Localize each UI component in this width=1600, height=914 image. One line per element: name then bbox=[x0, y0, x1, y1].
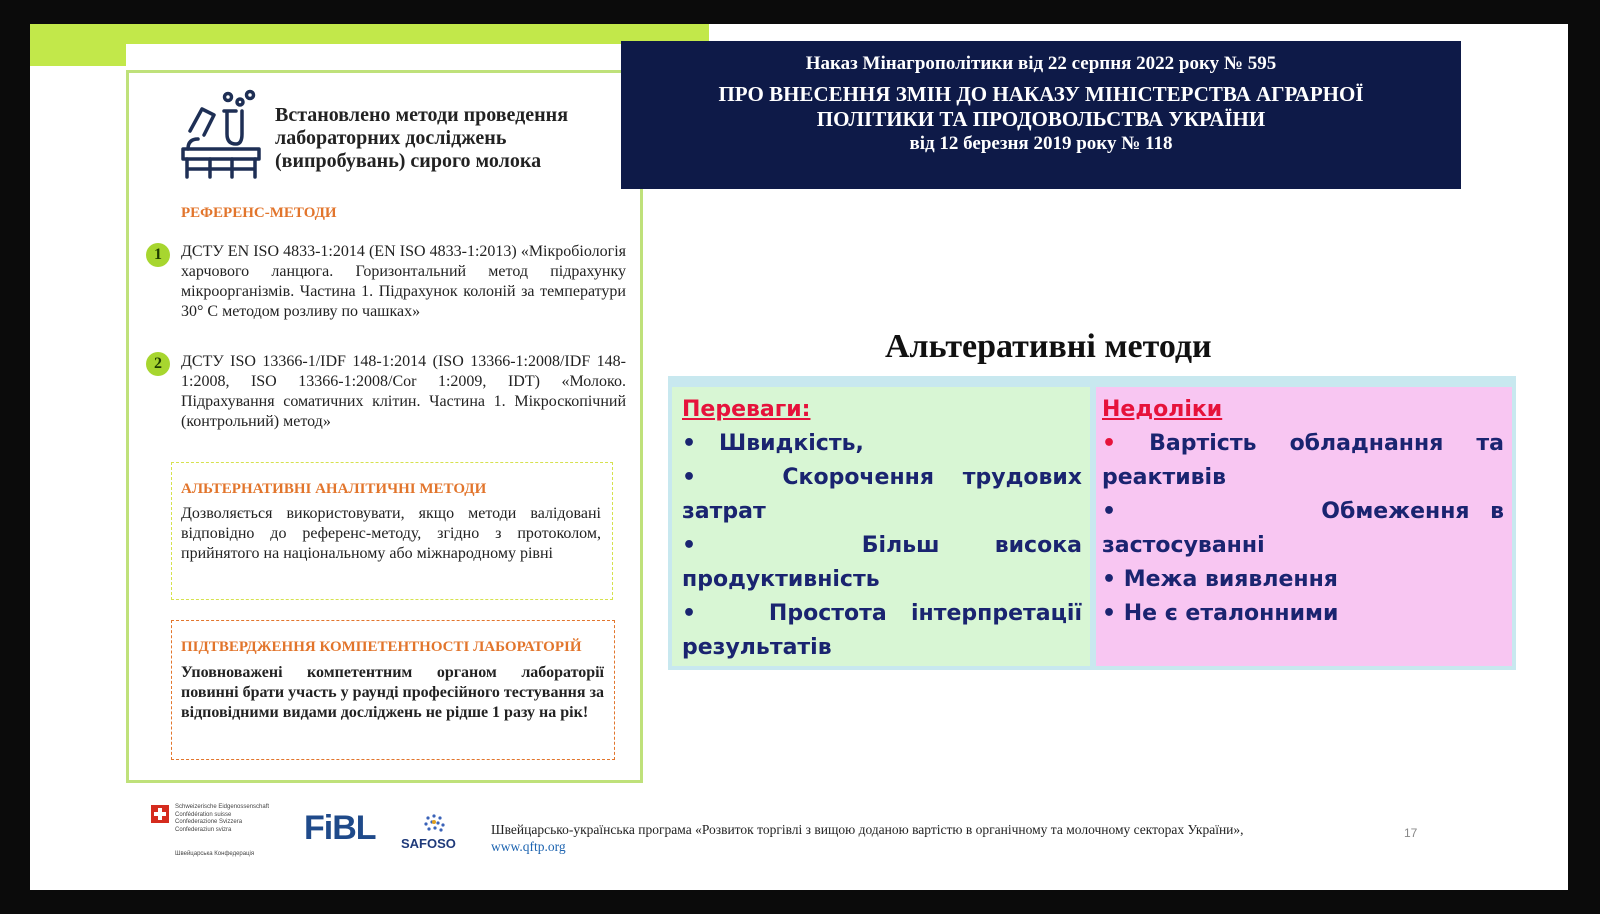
alternative-methods-text: Дозволяється використовувати, якщо методи валідовані відповідно до референс-методу, згідно з протоколом, прийнятого на національному або міжнародному рівні bbox=[181, 505, 601, 562]
item-number-badge: 1 bbox=[146, 243, 170, 267]
safoso-logo-icon bbox=[422, 813, 446, 833]
program-text: Швейцарсько-українська програма «Розвиток торгівлі з вищою доданою вартістю в органічному та молочному секторах України», bbox=[491, 822, 1244, 837]
list-item: • Простота інтерпретації результатів bbox=[682, 601, 1082, 660]
reference-method-2: ДСТУ ISO 13366-1/IDF 148-1:2014 (ISO 13366-1:2008/IDF 148-1:2008, ISO 13366-1:2008/Cor 1:2009, IDT) «Молоко. Підрахування соматичних клітин. Частина 1. Мікроскопічний (контрольний) метод» bbox=[181, 353, 626, 430]
list-item: • Швидкість, bbox=[682, 431, 864, 456]
page-number: 17 bbox=[1404, 826, 1418, 840]
order-date: від 12 березня 2019 року № 118 bbox=[909, 133, 1173, 154]
reference-method-1: ДСТУ EN ISO 4833-1:2014 (EN ISO 4833-1:2013) «Мікробіологія харчового ланцюга. Горизонтальний метод підрахунку мікроорганізмів. Частина 1. Підрахунок колоній за температури 30° С методом розливу по чашках» bbox=[181, 243, 626, 320]
fibl-logo: FiBL bbox=[304, 809, 376, 847]
list-item: • Вартість обладнання та реактивів bbox=[1102, 431, 1504, 490]
order-title-line-1: ПРО ВНЕСЕННЯ ЗМІН ДО НАКАЗУ МІНІСТЕРСТВА АГРАРНОЇ bbox=[718, 82, 1364, 106]
program-link[interactable]: www.qftp.org bbox=[491, 839, 566, 854]
alternative-methods-heading: Альтеративні методи bbox=[885, 328, 1212, 365]
alternative-methods-title: АЛЬТЕРНАТИВНІ АНАЛІТИЧНІ МЕТОДИ bbox=[181, 481, 487, 497]
list-item: • Обмеження в застосуванні bbox=[1102, 499, 1504, 558]
top-accent-bar bbox=[30, 24, 709, 44]
list-item: • Скорочення трудових затрат bbox=[682, 465, 1082, 524]
advantages-title: Переваги: bbox=[682, 397, 811, 422]
swiss-flag-icon bbox=[151, 805, 169, 823]
advantages-list bbox=[682, 427, 1082, 665]
order-title-line-2: ПОЛІТИКИ ТА ПРОДОВОЛЬСТВА УКРАЇНИ bbox=[816, 107, 1266, 131]
item-number-badge: 2 bbox=[146, 352, 170, 376]
laboratory-microscope-icon bbox=[180, 89, 262, 181]
reference-methods-title: РЕФЕРЕНС-МЕТОДИ bbox=[181, 205, 337, 221]
advantages-column bbox=[672, 387, 1090, 666]
top-accent-bar-left bbox=[30, 44, 126, 66]
lab-competence-text: Уповноважені компетентним органом лабораторії повинні брати участь у раунді професійного тестування за відповідними видами досліджень не рідше 1 разу на рік! bbox=[181, 664, 604, 721]
swiss-confederation-ua: Швейцарська Конфедерація bbox=[175, 851, 255, 857]
lab-methods-title: Встановлено методи проведення лабораторних досліджень (випробувань) сирого молока bbox=[275, 104, 569, 172]
lab-competence-title: ПІДТВЕРДЖЕННЯ КОМПЕТЕНТНОСТІ ЛАБОРАТОРІЙ bbox=[181, 639, 582, 655]
slide bbox=[30, 24, 1568, 890]
list-item: • Не є еталонними bbox=[1102, 601, 1339, 626]
order-reference: Наказ Мінагрополітики від 22 серпня 2022 року № 595 bbox=[805, 53, 1277, 74]
swiss-confederation-text: Schweizerische Eidgenossenschaft Confédération suisse Confederazione Svizzera Confederaziun svizra bbox=[175, 804, 270, 833]
disadvantages-title: Недоліки bbox=[1102, 397, 1223, 422]
order-header-box bbox=[621, 41, 1461, 189]
disadvantages-list bbox=[1102, 427, 1504, 631]
list-item: • Більш висока продуктивність bbox=[682, 533, 1082, 592]
list-item: • Межа виявлення bbox=[1102, 567, 1338, 592]
disadvantages-column bbox=[1096, 387, 1512, 666]
safoso-logo-text: SAFOSO bbox=[401, 836, 456, 851]
